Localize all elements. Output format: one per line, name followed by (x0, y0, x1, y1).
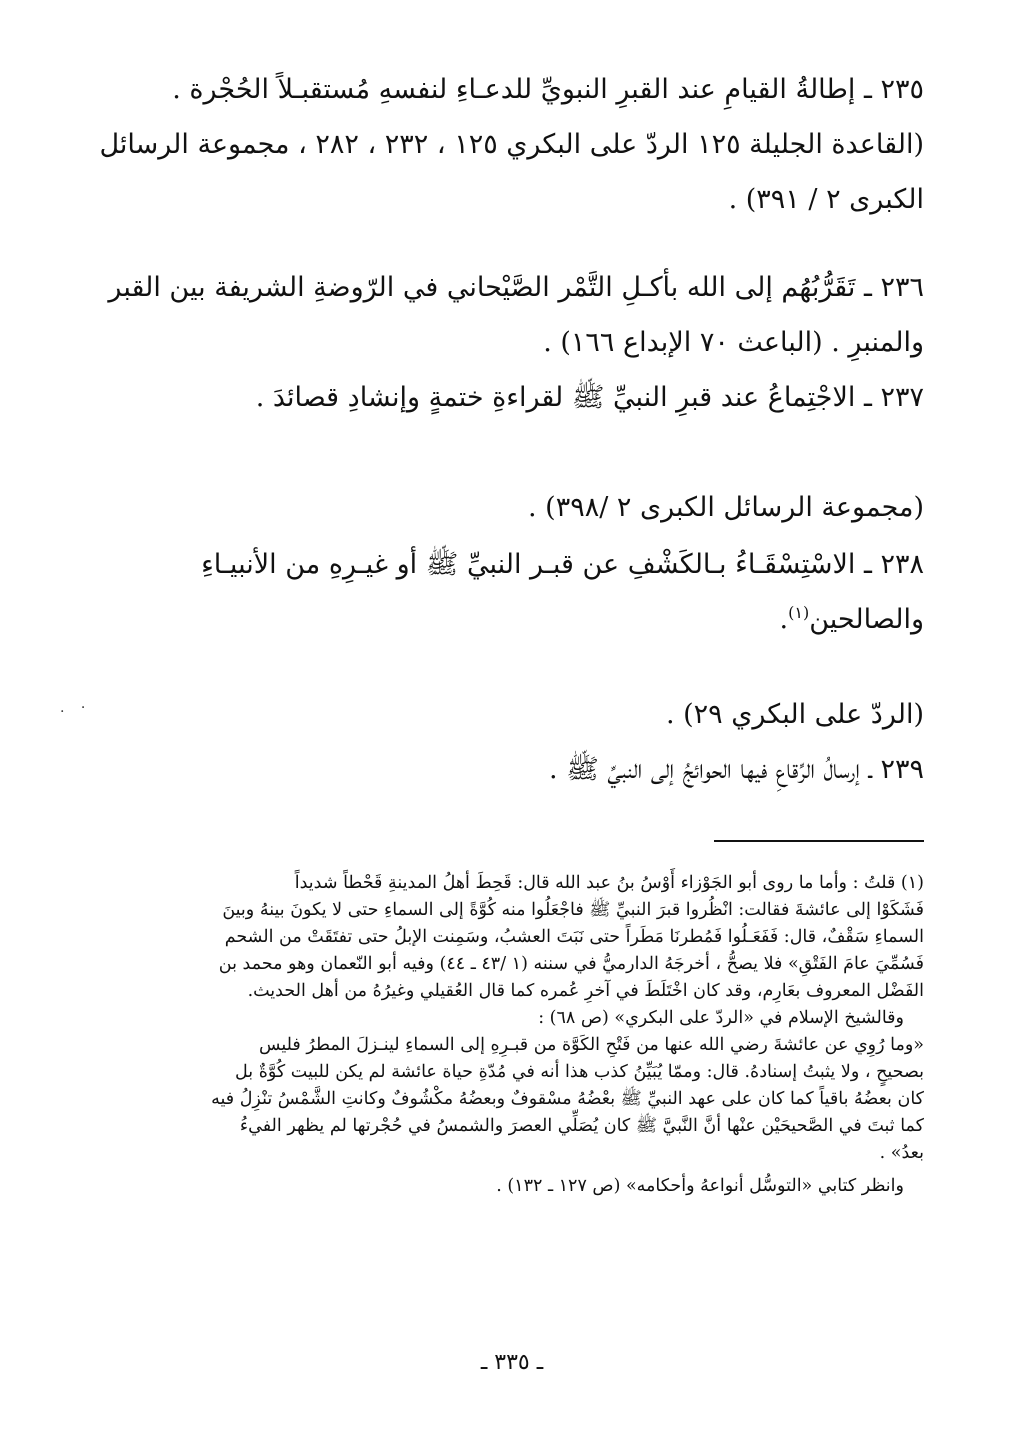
footnote-reference[interactable]: (١) (788, 603, 810, 622)
footnote-line-12: وانظر كتابي «التوسُّل أنواعهُ وأحكامه» (ص ١٢٧ ـ ١٣٢) . (496, 1176, 904, 1196)
entry-237-line-2: (مجموعة الرسائل الكبرى ٢ /٣٩٨) . (528, 492, 924, 523)
entry-238-line-1: ٢٣٨ ـ الاسْتِسْقَـاءُ بـالكَشْفِ عن قبـر النبيِّ ﷺ أو غيـرِهِ من الأنبيـاءِ (201, 549, 924, 580)
entry-235-line-2: (القاعدة الجليلة ١٢٥ الردّ على البكري ١٢٥ ، ٢٣٢ ، ٢٨٢ ، مجموعة الرسائل (99, 129, 924, 160)
entry-239-line-1: ٢٣٩ ـ إرسالُ الرِّقاعِ فيها الحوائجُ إلى النبيِّ ﷺ . (549, 754, 924, 785)
page-number: ـ ٣٣٥ ـ (480, 1350, 544, 1375)
entry-238-line-2-end: . (779, 604, 789, 635)
entry-238-line-2 (124, 600, 924, 640)
footnote-line-4: فَسُمِّيَ عامَ الفَتْقِ» فلا يصحُّ ، أخرجَهُ الدارميُّ في سننه (١ /٤٣ ـ ٤٤) وفيه أبو النّعمان وهو محمد بن (218, 954, 924, 974)
footnote-line-7: «وما رُوِي عن عائشةَ رضي الله عنها من فَتْحِ الكَوَّة من قبـرِهِ إلى السماءِ لينـزلَ المطرُ فليس (259, 1035, 924, 1055)
footnote-section (124, 870, 924, 1200)
footnote-line-6: وقالشيخ الإسلام في «الردّ على البكري» (ص ٦٨) : (538, 1008, 904, 1028)
entry-237-line-1: ٢٣٧ ـ الاجْتِماعُ عند قبرِ النبيِّ ﷺ لقراءةِ ختمةٍ وإنشادِ قصائدَ . (255, 382, 924, 413)
footnote-line-3: السماءِ سَقْفٌ، قال: فَفَعَـلُوا فَمُطرنَا مَطَراً حتى نَبَتَ العشبُ، وسَمِنت الإبلُ حتى تفتَقَتْ من الشحم (224, 927, 924, 947)
footnote-separator (714, 840, 924, 842)
footnote-line-2: فَشَكَوْا إلى عائشةَ فقالت: انْظُروا قبرَ النبيِّ ﷺ فاجْعَلُوا منه كُوَّةً إلى السماءِ حتى لا يكونَ بينهُ وبينَ (222, 900, 924, 920)
footnote-line-11: بعدُ» . (879, 1143, 924, 1163)
entry-238-line-3: (الردّ على البكري ٢٩) . (665, 699, 924, 730)
footnote-line-10: كما ثبتَ في الصَّحيحَيْن عنْها أنَّ النَّبيَّ ﷺ كان يُصَلِّي العصرَ والشمسُ في حُجْرتها لم يظهر الفيءُ (239, 1116, 924, 1136)
footnote-line-9: كان بعضُهُ باقياً كما كان على عهد النبيِّ ﷺ بعْضُهُ مسْقوفٌ وبعضُهُ مكْشُوفٌ وكانتِ الشَّمْسُ تنْزِلُ فيه (211, 1089, 924, 1109)
entry-238-line-2-text: والصالحين (809, 604, 924, 635)
entry-236-line-2: والمنبرِ . (الباعث ٧٠ الإبداع ١٦٦) . (543, 327, 924, 358)
footnote-line-8: بصحيحٍ ، ولا يثبتُ إسنادهُ. قال: وممّا يُبَيِّنُ كذب هذا أنه في مُدّةِ حياة عائشة لم يكن للبيت كُوَّةٌ بل (235, 1062, 924, 1082)
margin-marks: . · (60, 700, 92, 716)
entry-235-line-3: الكبرى ٢ / ٣٩١) . (728, 184, 924, 215)
entry-235-line-1: ٢٣٥ ـ إطالةُ القيامِ عند القبرِ النبويِّ للدعـاءِ لنفسهِ مُستقبـلاً الحُجْرة . (172, 74, 924, 105)
footnote-line-1: (١) قلتُ : وأما ما روى أبو الجَوْزاء أَوْسُ بنُ عبد الله قال: قَحِطَ أهلُ المدينةِ قَحْطاً شديداً (294, 873, 924, 893)
footnote-line-5: الفَضْل المعروف بعَارِم، وقد كان اخْتَلَطَ في آخرِ عُمره كما قال العُقيلي وغيرُهُ من أهل الحديث. (247, 981, 924, 1001)
entry-236-line-1: ٢٣٦ ـ تَقَرُّبُهُم إلى الله بأكـلِ التَّمْر الصَّيْحاني في الرّوضةِ الشريفة بين القبر (108, 272, 924, 303)
